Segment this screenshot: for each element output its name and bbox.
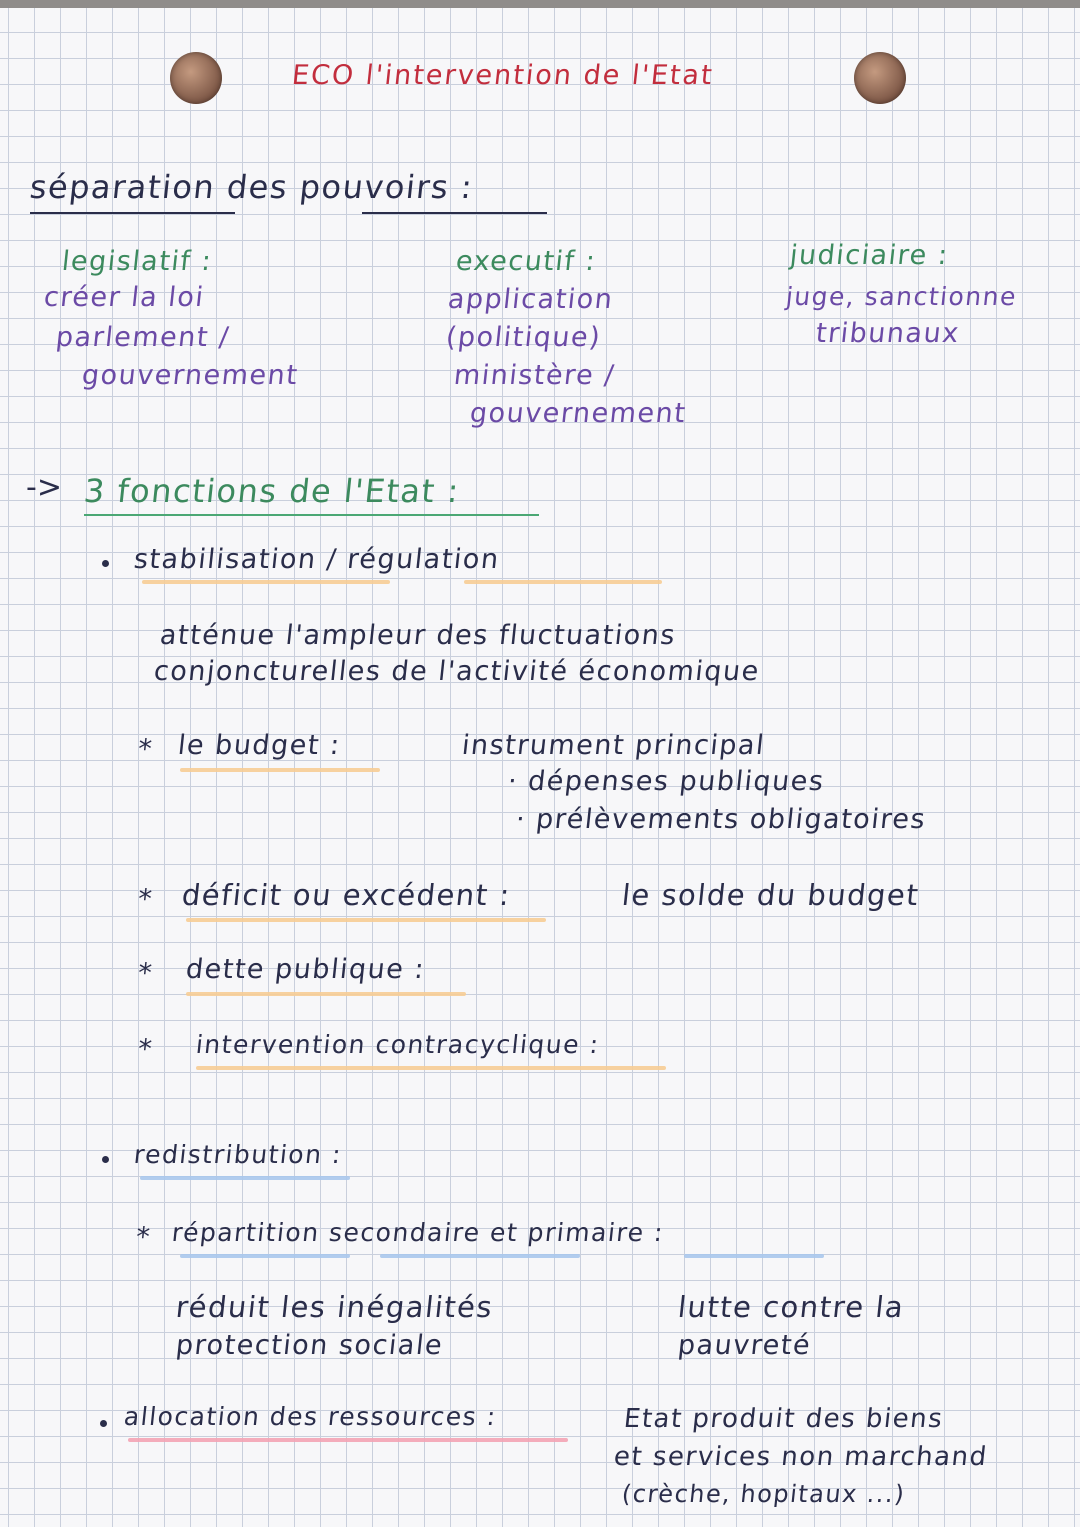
repartition-highlight <box>180 1254 350 1258</box>
star-bullet-icon: * <box>136 734 155 765</box>
budget-label: le budget : <box>176 730 343 761</box>
separation-heading: séparation des pouvoirs : <box>28 168 476 206</box>
executif-line-3: ministère / <box>452 360 617 391</box>
redistribution-left-2: protection sociale <box>174 1330 445 1361</box>
budget-item-1: · dépenses publiques <box>506 766 827 797</box>
executif-line-4: gouvernement <box>468 398 688 429</box>
secondaire-highlight <box>380 1254 580 1258</box>
fonctions-underline <box>84 514 539 516</box>
bullet-icon <box>102 560 109 567</box>
redistribution-title: redistribution : <box>132 1140 344 1169</box>
dette-label: dette publique : <box>184 954 427 985</box>
redistribution-right-2: pauvreté <box>676 1330 813 1361</box>
page-top-edge <box>0 0 1080 8</box>
bullet-icon <box>102 1156 109 1163</box>
budget-value: instrument principal <box>460 730 767 761</box>
binder-hole-right <box>854 52 906 104</box>
intervention-highlight <box>196 1066 666 1070</box>
binder-hole-left <box>170 52 222 104</box>
bullet-icon <box>100 1420 107 1427</box>
allocation-line-2: et services non marchand <box>612 1442 990 1472</box>
budget-item-2: · prélèvements obligatoires <box>514 804 928 835</box>
allocation-line-1: Etat produit des biens <box>622 1404 945 1434</box>
allocation-line-3: (crèche, hopitaux ...) <box>620 1480 907 1508</box>
legislatif-label: legislatif : <box>60 246 214 277</box>
allocation-title: allocation des ressources : <box>122 1402 499 1431</box>
judiciaire-line-1: juge, sanctionne <box>784 282 1019 311</box>
budget-highlight <box>180 768 380 772</box>
arrow-icon: -> <box>26 470 62 505</box>
fonctions-heading: 3 fonctions de l'Etat : <box>82 472 462 510</box>
star-bullet-icon: * <box>136 958 155 989</box>
stabilisation-desc-2: conjoncturelles de l'activité économique <box>152 656 762 687</box>
primaire-highlight <box>684 1254 824 1258</box>
stabilisation-highlight <box>142 580 390 584</box>
allocation-highlight <box>128 1438 568 1442</box>
legislatif-line-3: gouvernement <box>80 360 300 391</box>
deficit-label: déficit ou excédent : <box>180 878 513 912</box>
legislatif-line-1: créer la loi <box>42 282 207 313</box>
stabilisation-desc-1: atténue l'ampleur des fluctuations <box>158 620 678 651</box>
deficit-highlight <box>186 918 546 922</box>
star-bullet-icon: * <box>134 1222 153 1253</box>
separation-underline-2 <box>362 212 547 214</box>
intervention-label: intervention contracyclique : <box>194 1030 602 1059</box>
dette-highlight <box>186 992 466 996</box>
legislatif-line-2: parlement / <box>54 322 232 353</box>
redistribution-right-1: lutte contre la <box>676 1290 907 1324</box>
executif-label: executif : <box>454 246 598 277</box>
executif-line-2: (politique) <box>444 322 603 353</box>
redistribution-left-1: réduit les inégalités <box>174 1290 495 1324</box>
repartition-label: répartition secondaire et primaire : <box>170 1218 666 1247</box>
page-title: ECO l'intervention de l'Etat <box>290 60 716 91</box>
executif-line-1: application <box>446 284 616 315</box>
stabilisation-title: stabilisation / régulation <box>132 544 502 575</box>
judiciaire-label: judiciaire : <box>788 240 951 271</box>
star-bullet-icon: * <box>136 884 155 915</box>
deficit-value: le solde du budget <box>620 878 922 912</box>
judiciaire-line-2: tribunaux <box>814 318 962 349</box>
star-bullet-icon: * <box>136 1034 155 1065</box>
regulation-highlight <box>464 580 662 584</box>
redistribution-highlight <box>140 1176 350 1180</box>
separation-underline <box>30 212 235 214</box>
